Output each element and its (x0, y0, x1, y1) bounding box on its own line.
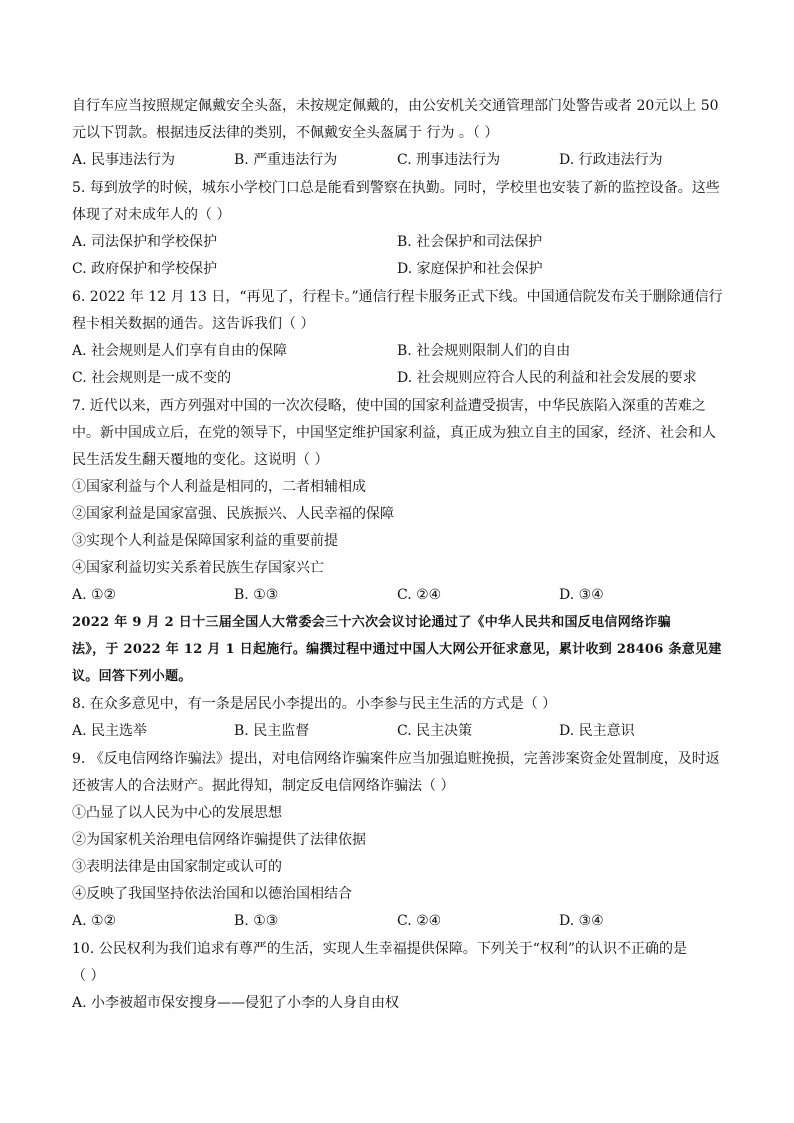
q5-options-row-1 (72, 233, 732, 251)
option-d: D. ③④ (559, 913, 604, 929)
option-c: C. 社会规则是一成不变的 (72, 370, 232, 386)
q8-stem: 8. 在众多意见中，有一条是居民小李提出的。小李参与民主生活的方式是（ ） (72, 696, 557, 712)
option-a: A. ①② (72, 587, 117, 603)
option-a: A. 民主选举 (72, 723, 148, 739)
option-d: D. 家庭保护和社会保护 (397, 261, 543, 277)
q10-stem-line-1: 10. 公民权利为我们追求有尊严的生活，实现人生幸福提供保障。下列关于“权利”的认识不正确的是 (72, 941, 688, 957)
option-a: A. 社会规则是人们享有自由的保障 (72, 343, 288, 359)
q7-stem-line-1: 7. 近代以来，西方列强对中国的一次次侵略，使中国的国家利益遭受损害，中华民族陷入深重的苦难之 (72, 398, 706, 414)
option-b: B. 社会保护和司法保护 (397, 234, 543, 250)
q4-options (72, 151, 732, 169)
q7-statement-4: ④国家利益切实关系着民族生存国家兴亡 (72, 560, 324, 576)
q9-statement-4: ④反映了我国坚持依法治国和以德治国相结合 (72, 886, 352, 902)
material-line-1: 2022 年 9 月 2 日十三届全国人大常委会三十六次会议讨论通过了《中华人民共和国反电信网络诈骗 (72, 615, 671, 630)
q7-statement-1: ①国家利益与个人利益是相同的，二者相辅相成 (72, 479, 366, 495)
option-d: D. ③④ (559, 587, 604, 603)
q7-options (72, 586, 732, 604)
q9-stem-line-2: 还被害人的合法财产。据此得知，制定反电信网络诈骗法（ ） (72, 778, 455, 794)
option-a: A. 司法保护和学校保护 (72, 234, 218, 250)
q9-statement-1: ①凸显了以人民为中心的发展思想 (72, 805, 282, 821)
q6-options-row-2 (72, 369, 732, 387)
option-a: A. ①② (72, 913, 117, 929)
option-a: A. 民事违法行为 (72, 152, 176, 168)
q9-options (72, 912, 732, 930)
option-b: B. 社会规则限制人们的自由 (397, 343, 571, 359)
q6-stem-line-2: 程卡相关数据的通告。这告诉我们（ ） (72, 316, 315, 332)
option-b: B. ①③ (234, 913, 279, 929)
option-d: D. 民主意识 (559, 723, 635, 739)
material-line-2: 法》，于 2022 年 12 月 1 日起施行。编撰过程中通过中国人大网公开征求意见，累计收到 28406 条意见建 (72, 642, 722, 657)
option-b: B. 民主监督 (234, 723, 310, 739)
option-c: C. 刑事违法行为 (397, 152, 501, 168)
q8-options (72, 722, 732, 740)
q7-statement-3: ③实现个人利益是保障国家利益的重要前提 (72, 533, 338, 549)
option-c: C. ②④ (397, 913, 442, 929)
q6-stem-line-1: 6. 2022 年 12 月 13 日，“再见了，行程卡。”通信行程卡服务正式下线。中国通信院发布关于删除通信行 (72, 289, 723, 305)
material-line-3: 议。回答下列小题。 (72, 669, 192, 684)
q4-stem-line-1: 自行车应当按照规定佩戴安全头盔，未按规定佩戴的，由公安机关交通管理部门处警告或者 20元以上 50 (72, 98, 719, 114)
q4-stem-line-2: 元以下罚款。根据违反法律的类别，不佩戴安全头盔属于 行为 。（ ） (72, 125, 499, 141)
option-b: B. ①③ (234, 587, 279, 603)
option-d: D. 社会规则应符合人民的利益和社会发展的要求 (397, 370, 697, 386)
option-c: C. 政府保护和学校保护 (72, 261, 218, 277)
option-c: C. ②④ (397, 587, 442, 603)
q9-statement-3: ③表明法律是由国家制定或认可的 (72, 859, 282, 875)
q5-stem-line-1: 5. 每到放学的时候，城东小学校门口总是能看到警察在执勤。同时，学校里也安装了新的监控设备。这些 (72, 180, 720, 196)
option-c: C. 民主决策 (397, 723, 473, 739)
q7-statement-2: ②国家利益是国家富强、民族振兴、人民幸福的保障 (72, 506, 394, 522)
q5-options-row-2 (72, 260, 732, 278)
q9-statement-2: ②为国家机关治理电信网络诈骗提供了法律依据 (72, 832, 366, 848)
q5-stem-line-2: 体现了对未成年人的（ ） (72, 207, 231, 223)
q7-stem-line-2: 中。新中国成立后，在党的领导下，中国坚定维护国家利益，真正成为独立自主的国家，经济、社会和人 (72, 425, 716, 441)
q10-stem-line-2: （ ） (72, 968, 105, 984)
q6-options-row-1 (72, 342, 732, 360)
option-b: B. 严重违法行为 (234, 152, 338, 168)
q9-stem-line-1: 9. 《反电信网络诈骗法》提出，对电信网络诈骗案件应当加强追赃挽损，完善涉案资金处置制度，及时返 (72, 751, 720, 767)
q7-stem-line-3: 民生活发生翻天覆地的变化。这说明（ ） (72, 452, 329, 468)
option-d: D. 行政违法行为 (559, 152, 663, 168)
q10-option-a: A. 小李被超市保安搜身——侵犯了小李的人身自由权 (72, 995, 400, 1011)
